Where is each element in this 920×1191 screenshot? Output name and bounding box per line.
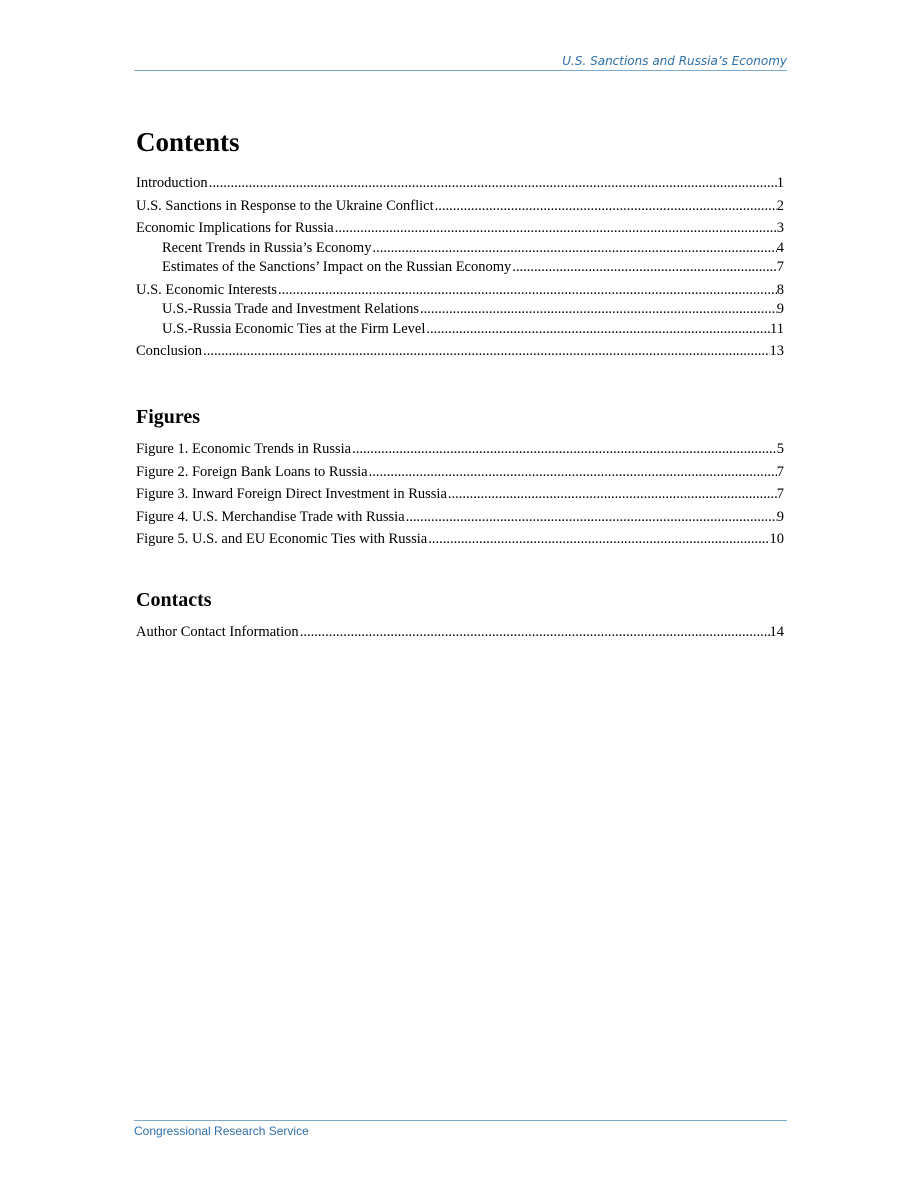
toc-page-number: 1 — [776, 175, 784, 191]
figures-heading: Figures — [136, 406, 201, 428]
toc-entry-sub[interactable] — [136, 240, 784, 257]
toc-page-number: 3 — [776, 220, 784, 236]
dot-leader — [434, 198, 777, 215]
toc-entry-label: U.S. Economic Interests — [136, 281, 277, 298]
contact-page-number: 14 — [769, 624, 784, 640]
toc-page-number: 7 — [776, 259, 784, 275]
toc-entry-label: Estimates of the Sanctions’ Impact on the Russian Economy — [162, 259, 512, 275]
dot-leader — [405, 509, 777, 526]
running-footer: Congressional Research Service — [134, 1120, 787, 1138]
toc-page-number: 13 — [769, 343, 784, 359]
contacts-heading: Contacts — [136, 589, 212, 611]
contents-heading: Contents — [136, 127, 240, 157]
toc-page-number: 2 — [776, 197, 784, 214]
figure-page-number: 10 — [769, 531, 784, 547]
figures-list — [136, 441, 784, 548]
toc-page-number: 8 — [776, 281, 784, 298]
dot-leader — [351, 441, 777, 458]
dot-leader — [208, 175, 777, 192]
contents-list — [136, 175, 784, 360]
dot-leader — [371, 240, 776, 257]
dot-leader — [368, 464, 777, 481]
toc-entry-label: Recent Trends in Russia’s Economy — [162, 239, 372, 256]
figure-entry-label: Figure 4. U.S. Merchandise Trade with Russia — [136, 508, 405, 525]
contact-entry[interactable] — [136, 624, 784, 641]
figure-page-number: 7 — [776, 463, 784, 480]
dot-leader — [202, 343, 769, 360]
toc-entry-label: U.S. Sanctions in Response to the Ukraine Conflict — [136, 197, 434, 214]
figure-page-number: 5 — [776, 441, 784, 457]
toc-entry-label: Economic Implications for Russia — [136, 220, 334, 236]
dot-leader — [447, 486, 777, 503]
figure-entry[interactable] — [136, 509, 784, 526]
dot-leader — [419, 301, 777, 318]
dot-leader — [277, 282, 777, 299]
toc-entry-label: U.S.-Russia Economic Ties at the Firm Level — [162, 320, 426, 337]
figure-entry-label: Figure 3. Inward Foreign Direct Investment in Russia — [136, 486, 447, 502]
toc-entry-label: U.S.-Russia Trade and Investment Relations — [162, 301, 419, 317]
figure-entry[interactable] — [136, 464, 784, 481]
dot-leader — [334, 220, 777, 237]
figure-page-number: 9 — [776, 508, 784, 525]
figure-page-number: 7 — [776, 486, 784, 502]
toc-entry-sub[interactable] — [136, 259, 784, 276]
toc-page-number: 11 — [770, 320, 784, 337]
toc-entry-label: Introduction — [136, 175, 208, 191]
toc-entry[interactable] — [136, 175, 784, 192]
figure-entry[interactable] — [136, 486, 784, 503]
toc-page-number: 9 — [776, 301, 784, 317]
dot-leader — [299, 624, 770, 641]
toc-entry[interactable] — [136, 282, 784, 299]
dot-leader — [427, 531, 769, 548]
figure-entry-label: Figure 5. U.S. and EU Economic Ties with Russia — [136, 531, 428, 547]
figure-entry-label: Figure 1. Economic Trends in Russia — [136, 441, 352, 457]
contact-entry-label: Author Contact Information — [136, 624, 299, 640]
toc-entry[interactable] — [136, 198, 784, 215]
figure-entry[interactable] — [136, 441, 784, 458]
toc-entry-sub[interactable] — [136, 321, 784, 338]
toc-entry[interactable] — [136, 220, 784, 237]
figure-entry[interactable] — [136, 531, 784, 548]
contacts-list — [136, 624, 784, 641]
toc-entry-sub[interactable] — [136, 301, 784, 318]
dot-leader — [425, 321, 770, 338]
running-header: U.S. Sanctions and Russia’s Economy — [134, 54, 787, 71]
figure-entry-label: Figure 2. Foreign Bank Loans to Russia — [136, 463, 368, 480]
dot-leader — [511, 259, 776, 276]
toc-entry-label: Conclusion — [136, 343, 203, 359]
toc-entry[interactable] — [136, 343, 784, 360]
toc-page-number: 4 — [776, 239, 784, 256]
